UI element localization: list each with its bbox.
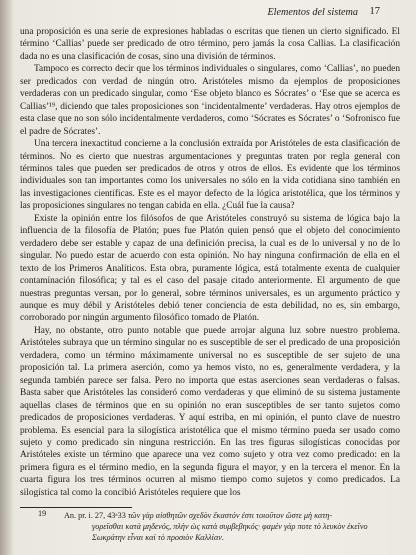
footnote-number: 19 xyxy=(38,509,47,518)
running-title: Elementos del sistema xyxy=(267,7,358,18)
paragraph-2: Tampoco es correcto decir que los términos individuales o singulares, como ‘Callias’, no pueden ser predicados con verdad de ningún otro. Aristóteles mismo da ejemplos de proposiciones verdaderas con un predicado singular, como ‘Ese objeto blanco es Sócrates’ o ‘Ese que se acerca es Callias’¹⁹, diciendo que tales proposiciones son ‘incidentalmente’ verdaderas. Hay otros ejemplos de esta clase que no son sólo incidentalmente verdaderos, como ‘Sócrates es Sócrates’ o ‘Sofronisco fue el padre de Sócrates’. xyxy=(20,64,400,137)
paragraph-1: una proposición es una serie de expresiones habladas o escritas que tienen un cierto significado. El término ‘Callias’ puede ser predicado de otro término, pero jamás la cosa Callias. La clasificación dada no es una clasificación de cosas, sino una división de términos. xyxy=(20,27,400,62)
footnote xyxy=(20,511,400,543)
running-header xyxy=(20,4,396,20)
page-number: 17 xyxy=(369,6,380,17)
body-text xyxy=(20,26,400,499)
paragraph-4: Existe la opinión entre los filósofos de que Aristóteles construyó su sistema de lógica bajo la influencia de la filosofía de Platón; pues fue Platón quien pensó que el objeto del conocimiento verdadero debe ser estable y capaz de una definición precisa, la cual es de lo universal y no de lo singular. No puedo estar de acuerdo con esta opinión. No hay ninguna confirmación de ella en el texto de los Primeros Analíticos. Esta obra, puramente lógica, está totalmente exenta de cualquier contaminación filosófica; y tal es el caso del pasaje citado anteriormente. El argumento de que nuestras preguntas versan, por lo general, sobre términos universales, es un argumento práctico y aunque es muy débil y Aristóteles debió tener conciencia de esta debilidad, no es, sin embargo, corroborado por ningún argumento filosófico tomado de Platón. xyxy=(20,213,400,324)
footnote-rule xyxy=(20,507,132,508)
footnote-reference: An. pr. i. 27, 43ᵃ33 xyxy=(64,511,126,520)
paragraph-3: Una tercera inexactitud concierne a la conclusión extraída por Aristóteles de esta clasificación de términos. No es cierto que nuestras argumentaciones y preguntas traten por regla general con términos tales que pueden ser predicados de otros y otros de ellos. Es evidente que los términos individuales son tan importantes como los universales no sólo en la vida cotidiana sino también en las investigaciones científicas. Este es el mayor defecto de la lógica aristotélica, que los términos y las proposiciones singulares no tengan cabida en ella. ¿Cuál fue la causa? xyxy=(20,139,400,212)
footnote-greek-line-2: γορεῖσθαι κατὰ μηδενός, πλὴν ὡς κατὰ συμβεβηκός· φαμὲν γάρ ποτε τὸ λευκὸν ἐκεῖνο Σωκράτην εἶναι καὶ τὸ προσιὸν Καλλίαν. xyxy=(92,521,368,542)
page-gutter-shadow xyxy=(0,0,14,555)
paragraph-5: Hay, no obstante, otro punto notable que puede arrojar alguna luz sobre nuestro problema. Aristóteles subraya que un término singular no es susceptible de ser el predicado de una proposición verdadera, como un término máximamente universal no es susceptible de ser sujeto de una proposición tal. La primera aserción, como ya hemos visto, no es, generalmente verdadera, y la segunda también parece ser falsa. Pero no importa que estas aserciones sean verdaderas o falsas. Basta saber que Aristóteles las consideró como verdaderas y que eliminó de su sistema justamente aquellas clases de términos que en su opinión no eran susceptibles de ser tanto sujetos como predicados de proposiciones verdaderas. Y aquí estriba, en mi opinión, el punto clave de nuestro problema. Es esencial para la silogística aristotélica que el mismo término pueda ser usado como sujeto y como predicado sin ninguna restricción. En las tres figuras silogísticas conocidas por Aristóteles existe un término que aparece una vez como sujeto y otra vez como predicado: en la primera figura es el término medio, en la segunda figura el mayor, y en la tercera el menor. En la cuarta figura los tres términos ocurren al mismo tiempo como sujetos y como predicados. La silogística tal como la concibió Aristóteles requiere que los xyxy=(20,325,400,498)
footnote-area xyxy=(20,507,400,543)
footnote-greek-line-1: τῶν γὰρ αἰσθητῶν σχεδὸν ἕκαστόν ἐστι τοιοῦτον ὥστε μὴ κατη- xyxy=(127,511,333,520)
